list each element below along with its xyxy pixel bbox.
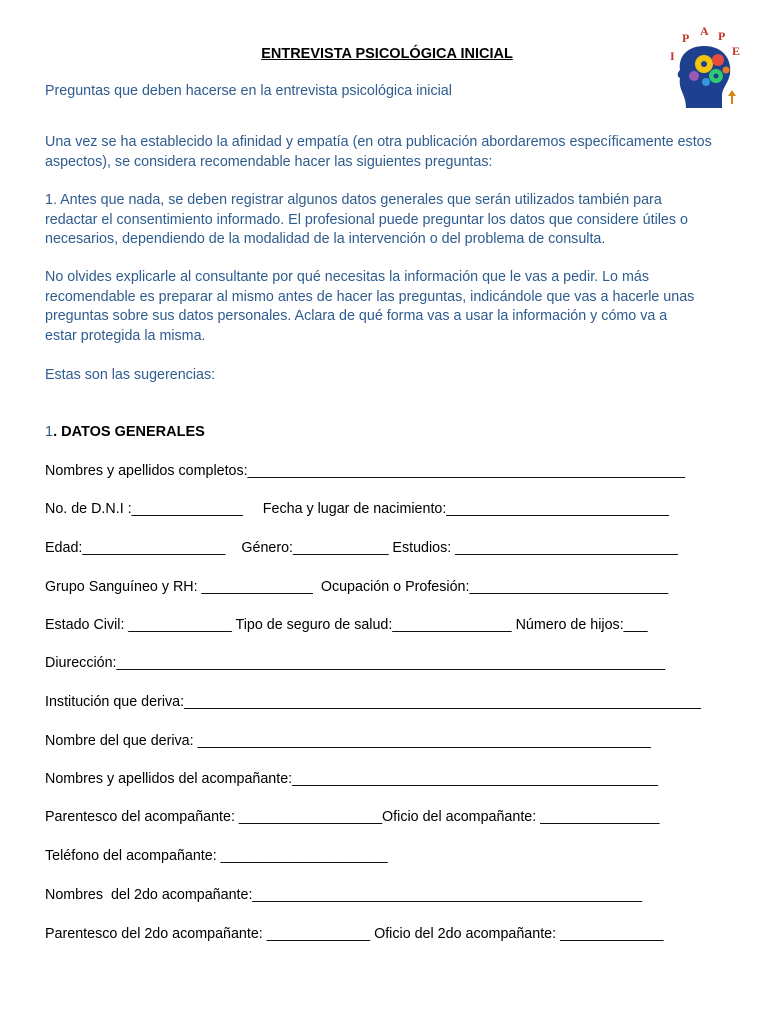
field-blood-occupation[interactable]: Grupo Sanguíneo y RH: ______________ Ocupación o Profesión:_________________________ [45,579,669,595]
paragraph-2-line: preguntas sobre sus datos personales. Aclara de qué forma vas a usar la información y cómo va a [45,308,668,324]
field-companion-phone[interactable]: Teléfono del acompañante: _____________________ [45,848,388,864]
suggestions-line: Estas son las sugerencias: [45,367,216,383]
paragraph-2 [45,268,745,346]
field-companion-name[interactable]: Nombres y apellidos del acompañante:______________________________________________ [45,771,658,787]
field-companion-kinship[interactable]: Parentesco del acompañante: __________________Oficio del acompañante: _______________ [45,809,660,825]
field-referring-institution[interactable]: Institución que deriva:_________________________________________________________________ [45,694,701,710]
paragraph-1-line: 1. Antes que nada, se deben registrar algunos datos generales que serán utilizados también para [45,192,662,208]
paragraph-2-line: recomendable es preparar al mismo antes de hacer las preguntas, indicándole que vas a hacerle unas [45,288,695,305]
field-companion2-name[interactable]: Nombres del 2do acompañante:_________________________________________________ [45,887,643,903]
section-title: . DATOS GENERALES [53,424,205,440]
logo-letter-e: E [732,44,741,58]
paragraph-1-line: redactar el consentimiento informado. El profesional puede preguntar los datos que considere útiles o [45,211,688,228]
field-referrer-name[interactable]: Nombre del que deriva: _________________________________________________________ [45,733,651,749]
section-number: 1 [45,424,54,440]
intro-paragraph: Una vez se ha establecido la afinidad y empatía (en otra publicación abordaremos específicamente estos aspectos), se considera recomendable hacer las siguientes preguntas: [45,134,712,170]
field-companion2-kinship[interactable]: Parentesco del 2do acompañante: _____________ Oficio del 2do acompañante: _____________ [45,926,664,942]
field-address[interactable]: Diurección:_____________________________________________________________________ [45,655,666,671]
logo-letter-i: I [670,49,675,63]
paragraph-2-line: estar protegida la misma. [45,327,206,344]
paragraph-1-line: necesarios, dependiendo de la modalidad de la intervención o del problema de consulta. [45,231,606,247]
paragraph-1 [45,191,745,250]
field-age-gender-studies[interactable]: Edad:__________________ Género:____________ Estudios: ____________________________ [45,540,678,556]
section-heading [45,424,205,440]
logo-letter-a: A [700,24,709,38]
subtitle: Preguntas que deben hacerse en la entrevista psicológica inicial [45,83,452,99]
field-civil-insurance-children[interactable]: Estado Civil: _____________ Tipo de seguro de salud:_______________ Número de hijos:___ [45,617,648,633]
logo-letter-p1: P [682,31,690,45]
field-full-name[interactable]: Nombres y apellidos completos:_______________________________________________________ [45,463,685,479]
paragraph-2-line: No olvides explicarle al consultante por qué necesitas la información que le vas a pedir. Lo más [45,269,649,285]
document-title: ENTREVISTA PSICOLÓGICA INICIAL [261,46,513,62]
field-dni-birth[interactable]: No. de D.N.I :______________ Fecha y lugar de nacimiento:____________________________ [45,501,669,517]
logo-letter-p2: P [718,29,726,43]
